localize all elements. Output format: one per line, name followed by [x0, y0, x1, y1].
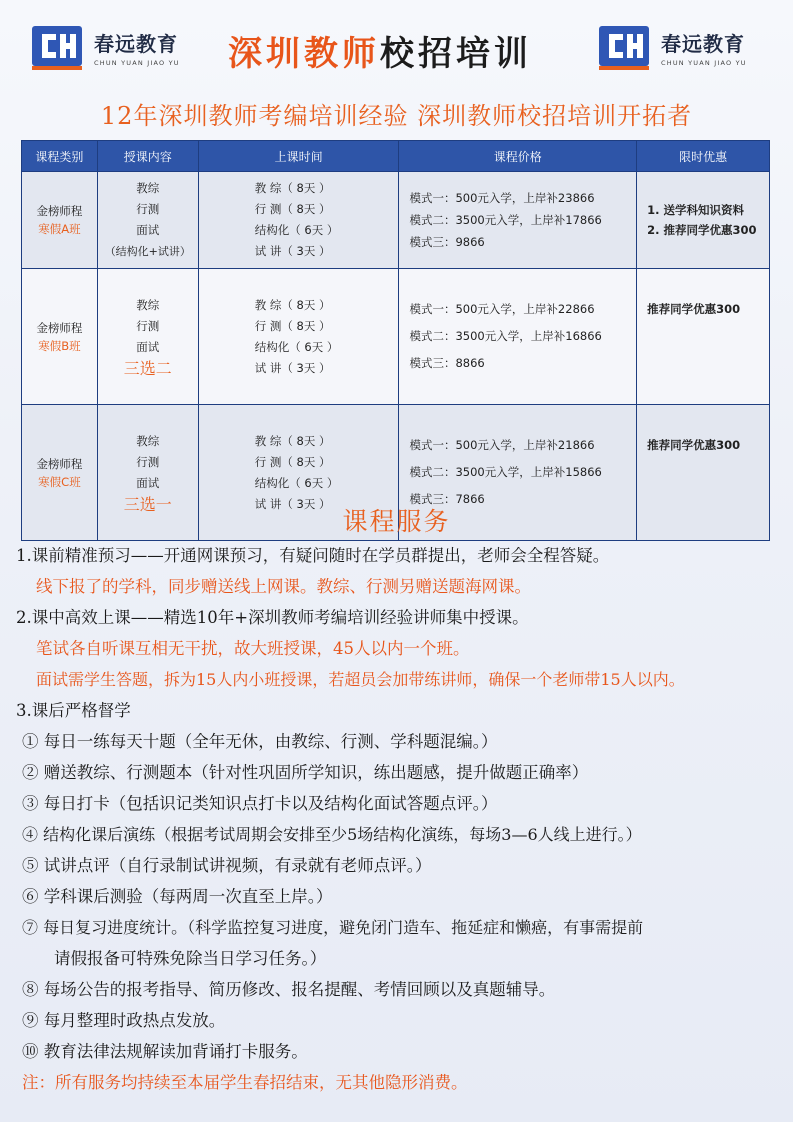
- time-item: 教 综（ 8天 ）: [254, 181, 331, 195]
- content-item: （结构化+试讲）: [104, 245, 191, 258]
- service-item: ① 每日一练每天十题（全年无休，由教综、行测、学科题混编。）: [22, 732, 498, 751]
- service-item: ③ 每日打卡（包括识记类知识点打卡以及结构化面试答题点评。）: [22, 794, 498, 813]
- footer-note: 注：所有服务均持续至本届学生春招结束，无其他隐形消费。: [22, 1073, 468, 1092]
- page-title: [228, 26, 532, 75]
- content-item: 面试: [136, 475, 160, 490]
- service-note: 面试需学生答题，拆为15人内小班授课，若超员会加带练讲师，确保一个老师带15人以内。: [36, 670, 685, 689]
- services-list: [16, 540, 786, 1098]
- service-item: ⑩ 教育法律法规解读加背诵打卡服务。: [22, 1042, 308, 1061]
- content-cell: [97, 269, 198, 405]
- time-item: 结构化（ 6天 ）: [254, 223, 339, 237]
- course-class: 寒假A班: [38, 222, 81, 236]
- time-item: 试 讲（ 3天 ）: [254, 496, 331, 511]
- discount-item: 1. 送学科知识资料: [647, 203, 745, 217]
- logo-name: 春远教育: [661, 31, 745, 56]
- content-item: 教综: [136, 181, 160, 195]
- price-item: 模式二：3500元入学，上岸补15866: [409, 465, 602, 479]
- logo-pinyin: CHUN YUAN JIAO YU: [661, 58, 747, 67]
- logo-pinyin: CHUN YUAN JIAO YU: [94, 58, 180, 67]
- time-cell: [198, 269, 399, 405]
- logo-name: 春远教育: [94, 31, 178, 56]
- header: [0, 0, 793, 90]
- column-header: 上课时间: [198, 141, 399, 172]
- time-item: 教 综（ 8天 ）: [254, 297, 331, 312]
- time-item: 结构化（ 6天 ）: [254, 475, 339, 490]
- service-heading-2: 2.课中高效上课——精选10年+深圳教师考编培训经验讲师集中授课。: [16, 608, 529, 627]
- content-note: 三选一: [123, 494, 172, 514]
- service-item: ⑥ 学科课后测验（每两周一次直至上岸。）: [22, 887, 333, 906]
- content-item: 行测: [136, 454, 160, 469]
- service-item: ⑤ 试讲点评（自行录制试讲视频，有录就有老师点评。）: [22, 856, 432, 875]
- column-header: 课程价格: [399, 141, 637, 172]
- course-class: 寒假C班: [38, 474, 81, 489]
- service-item: ⑧ 每场公告的报考指导、简历修改、报名提醒、考情回顾以及真题辅导。: [22, 980, 556, 999]
- column-header: 授课内容: [97, 141, 198, 172]
- discount-cell: [637, 269, 770, 405]
- content-item: 教综: [136, 297, 160, 312]
- title-part2: 校招培训: [380, 34, 532, 74]
- course-type: 金榜师程: [36, 320, 83, 335]
- course-class: 寒假B班: [38, 338, 81, 353]
- service-item-continued: 请假报备可特殊免除当日学习任务。）: [54, 949, 327, 968]
- discount-cell: [637, 172, 770, 269]
- content-cell: [97, 172, 198, 269]
- service-item: ⑦ 每日复习进度统计。（科学监控复习进度，避免闭门造车、拖延症和懒癌，有事需提前: [22, 918, 644, 937]
- price-item: 模式三：8866: [409, 356, 485, 370]
- content-item: 面试: [136, 223, 160, 237]
- service-note: 笔试各自听课互相无干扰，故大班授课，45人以内一个班。: [36, 639, 470, 658]
- service-note: 线下报了的学科，同步赠送线上网课。教综、行测另赠送题海网课。: [36, 577, 531, 596]
- price-cell: [399, 269, 637, 405]
- price-item: 模式二：3500元入学，上岸补17866: [409, 213, 602, 227]
- service-item: ④ 结构化课后演练（根据考试周期会安排至少5场结构化演练，每场3—6人线上进行。）: [22, 825, 642, 844]
- service-heading-1: 1.课前精准预习——开通网课预习，有疑问随时在学员群提出，老师会全程答疑。: [16, 546, 610, 565]
- price-item: 模式二：3500元入学，上岸补16866: [409, 329, 602, 343]
- table-row: [22, 269, 770, 405]
- column-header: 限时优惠: [637, 141, 770, 172]
- content-item: 行测: [136, 202, 160, 216]
- course-type-cell: [22, 172, 98, 269]
- price-item: 模式一：500元入学，上岸补21866: [409, 438, 595, 452]
- content-item: 教综: [136, 433, 160, 448]
- content-item: 行测: [136, 318, 160, 333]
- price-cell: [399, 172, 637, 269]
- price-item: 模式一：500元入学，上岸补23866: [409, 191, 595, 205]
- discount-item: 2. 推荐同学优惠300: [647, 223, 757, 237]
- price-item: 模式三：7866: [409, 492, 485, 506]
- content-note: 三选二: [123, 358, 172, 378]
- price-item: 模式一：500元入学，上岸补22866: [409, 302, 595, 316]
- service-item: ⑨ 每月整理时政热点发放。: [22, 1011, 226, 1030]
- brand-logo-left: [30, 22, 180, 72]
- brand-logo-right: [597, 22, 747, 72]
- title-part1: 深圳教师: [228, 34, 380, 74]
- subtitle: 12年深圳教师考编培训经验 深圳教师校招培训开拓者: [100, 102, 693, 130]
- time-item: 行 测（ 8天 ）: [254, 454, 331, 469]
- time-item: 行 测（ 8天 ）: [254, 202, 331, 216]
- course-type: 金榜师程: [36, 456, 83, 471]
- table-row: [22, 172, 770, 269]
- course-table: [21, 140, 770, 541]
- ch-logo-icon: [30, 22, 86, 72]
- discount-item: 推荐同学优惠300: [647, 302, 741, 316]
- content-item: 面试: [136, 339, 160, 354]
- time-item: 教 综（ 8天 ）: [254, 433, 331, 448]
- ch-logo-icon: [597, 22, 653, 72]
- services-title: 课程服务: [342, 507, 451, 536]
- time-cell: [198, 172, 399, 269]
- time-item: 试 讲（ 3天 ）: [254, 244, 331, 258]
- time-item: 结构化（ 6天 ）: [254, 339, 339, 354]
- column-header: 课程类别: [22, 141, 98, 172]
- price-item: 模式三：9866: [409, 235, 485, 249]
- time-item: 行 测（ 8天 ）: [254, 318, 331, 333]
- service-item: ② 赠送教综、行测题本（针对性巩固所学知识，练出题感，提升做题正确率）: [22, 763, 589, 782]
- time-item: 试 讲（ 3天 ）: [254, 360, 331, 375]
- discount-item: 推荐同学优惠300: [647, 438, 741, 452]
- course-type: 金榜师程: [36, 204, 83, 218]
- service-heading-3: 3.课后严格督学: [16, 701, 131, 720]
- table-header-row: [22, 141, 770, 172]
- course-type-cell: [22, 269, 98, 405]
